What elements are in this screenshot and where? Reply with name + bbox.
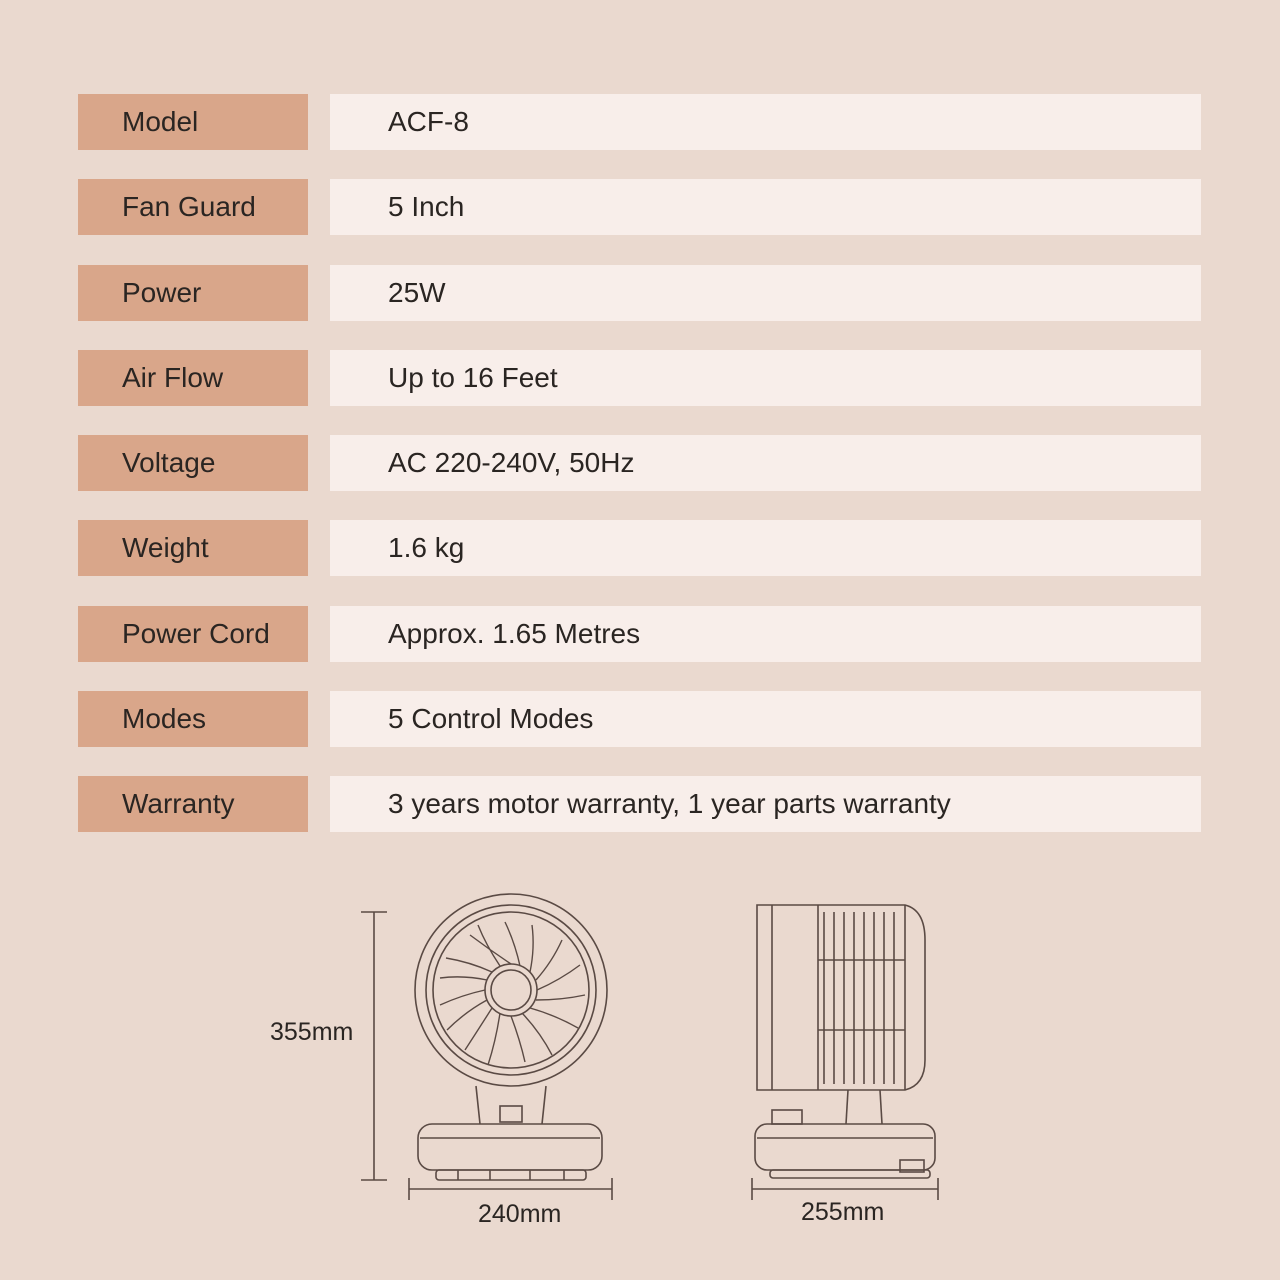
spec-value: ACF-8 [330, 94, 1201, 150]
width-dimension-line [409, 1178, 612, 1200]
spec-label: Power [78, 265, 308, 321]
height-dimension-label: 355mm [270, 1018, 354, 1046]
width-dimension-label: 240mm [478, 1200, 562, 1228]
spec-value: 5 Control Modes [330, 691, 1201, 747]
spec-label: Voltage [78, 435, 308, 491]
fan-front-view [415, 894, 607, 1180]
height-dimension-line [361, 912, 387, 1180]
spec-label: Modes [78, 691, 308, 747]
spec-value: AC 220-240V, 50Hz [330, 435, 1201, 491]
spec-label: Warranty [78, 776, 308, 832]
spec-label: Weight [78, 520, 308, 576]
spec-label: Power Cord [78, 606, 308, 662]
depth-dimension-line [752, 1178, 938, 1200]
spec-label: Air Flow [78, 350, 308, 406]
depth-dimension-label: 255mm [801, 1198, 885, 1226]
spec-value: 5 Inch [330, 179, 1201, 235]
spec-value: 25W [330, 265, 1201, 321]
spec-value: 1.6 kg [330, 520, 1201, 576]
spec-value: Up to 16 Feet [330, 350, 1201, 406]
spec-value: Approx. 1.65 Metres [330, 606, 1201, 662]
spec-label: Fan Guard [78, 179, 308, 235]
spec-value: 3 years motor warranty, 1 year parts warranty [330, 776, 1201, 832]
spec-label: Model [78, 94, 308, 150]
fan-side-view [755, 905, 935, 1178]
